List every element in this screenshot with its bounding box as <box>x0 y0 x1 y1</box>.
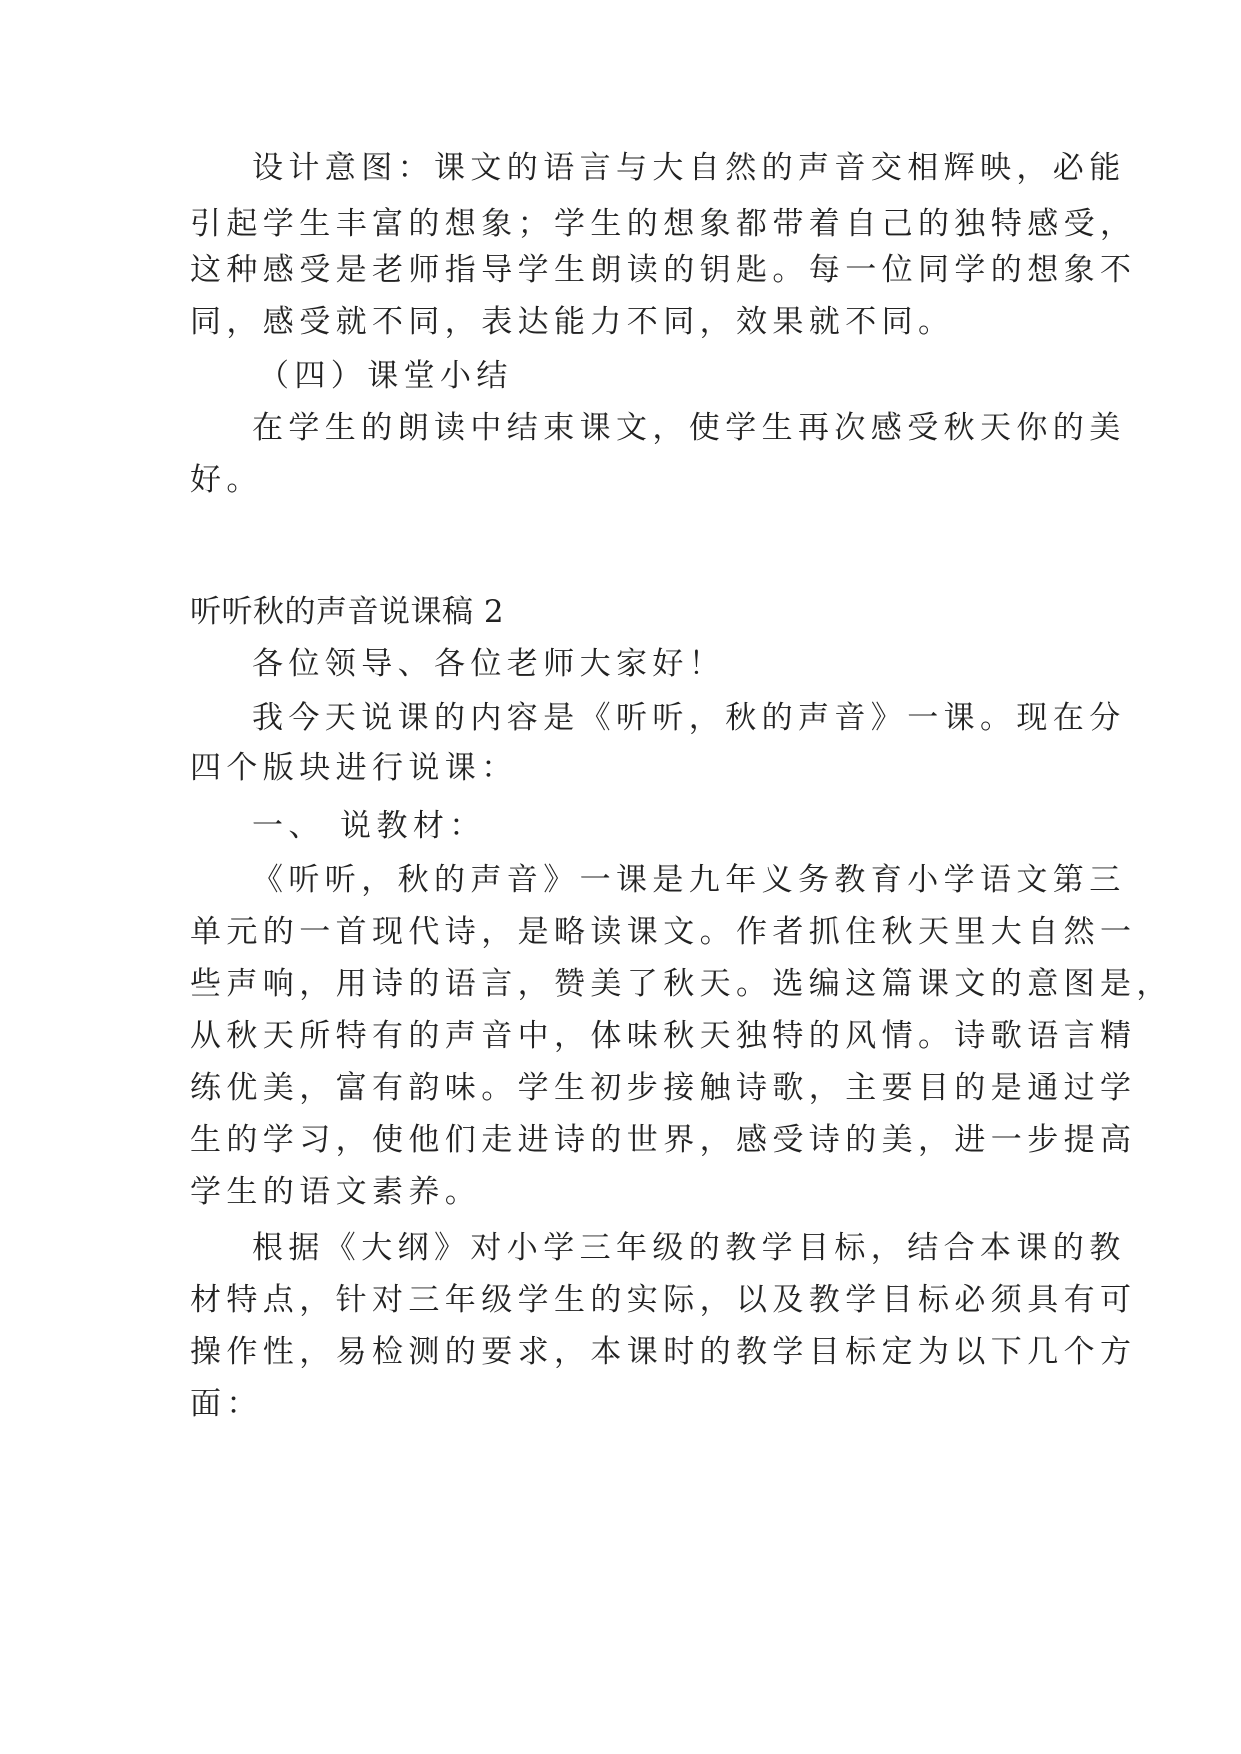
paragraph-line: 设计意图：课文的语言与大自然的声音交相辉映，必能 <box>252 150 1126 186</box>
paragraph-line: 这种感受是老师指导学生朗读的钥匙。每一位同学的想象不 <box>190 252 1137 288</box>
paragraph-line: 从秋天所特有的声音中，体味秋天独特的风情。诗歌语言精 <box>190 1018 1137 1054</box>
paragraph-line: 根据《大纲》对小学三年级的教学目标，结合本课的教 <box>252 1230 1126 1266</box>
paragraph-line: 些声响，用诗的语言，赞美了秋天。选编这篇课文的意图是， <box>190 966 1173 1002</box>
paragraph-line: 引起学生丰富的想象；学生的想象都带着自己的独特感受， <box>190 206 1137 242</box>
paragraph-line: 材特点，针对三年级学生的实际，以及教学目标必须具有可 <box>190 1282 1137 1318</box>
paragraph-line: 同，感受就不同，表达能力不同，效果就不同。 <box>190 304 955 340</box>
paragraph-line: 单元的一首现代诗，是略读课文。作者抓住秋天里大自然一 <box>190 914 1137 950</box>
greeting-line: 各位领导、各位老师大家好！ <box>252 646 726 682</box>
document-title: 听听秋的声音说课稿 2 <box>190 594 505 630</box>
section-heading: （四）课堂小结 <box>258 358 513 394</box>
paragraph-line: 练优美，富有韵味。学生初步接触诗歌，主要目的是通过学 <box>190 1070 1137 1106</box>
paragraph-line: 在学生的朗读中结束课文，使学生再次感受秋天你的美 <box>252 410 1126 446</box>
paragraph-line: 面： <box>190 1386 263 1422</box>
paragraph-line: 好。 <box>190 462 263 498</box>
section-heading: 一、 说教材： <box>252 808 486 844</box>
paragraph-line: 《听听，秋的声音》一课是九年义务教育小学语文第三 <box>252 862 1126 898</box>
paragraph-line: 四个版块进行说课： <box>190 750 518 786</box>
paragraph-line: 我今天说课的内容是《听听，秋的声音》一课。现在分 <box>252 700 1126 736</box>
paragraph-line: 操作性，易检测的要求，本课时的教学目标定为以下几个方 <box>190 1334 1137 1370</box>
paragraph-line: 生的学习，使他们走进诗的世界，感受诗的美，进一步提高 <box>190 1122 1137 1158</box>
paragraph-line: 学生的语文素养。 <box>190 1174 482 1210</box>
